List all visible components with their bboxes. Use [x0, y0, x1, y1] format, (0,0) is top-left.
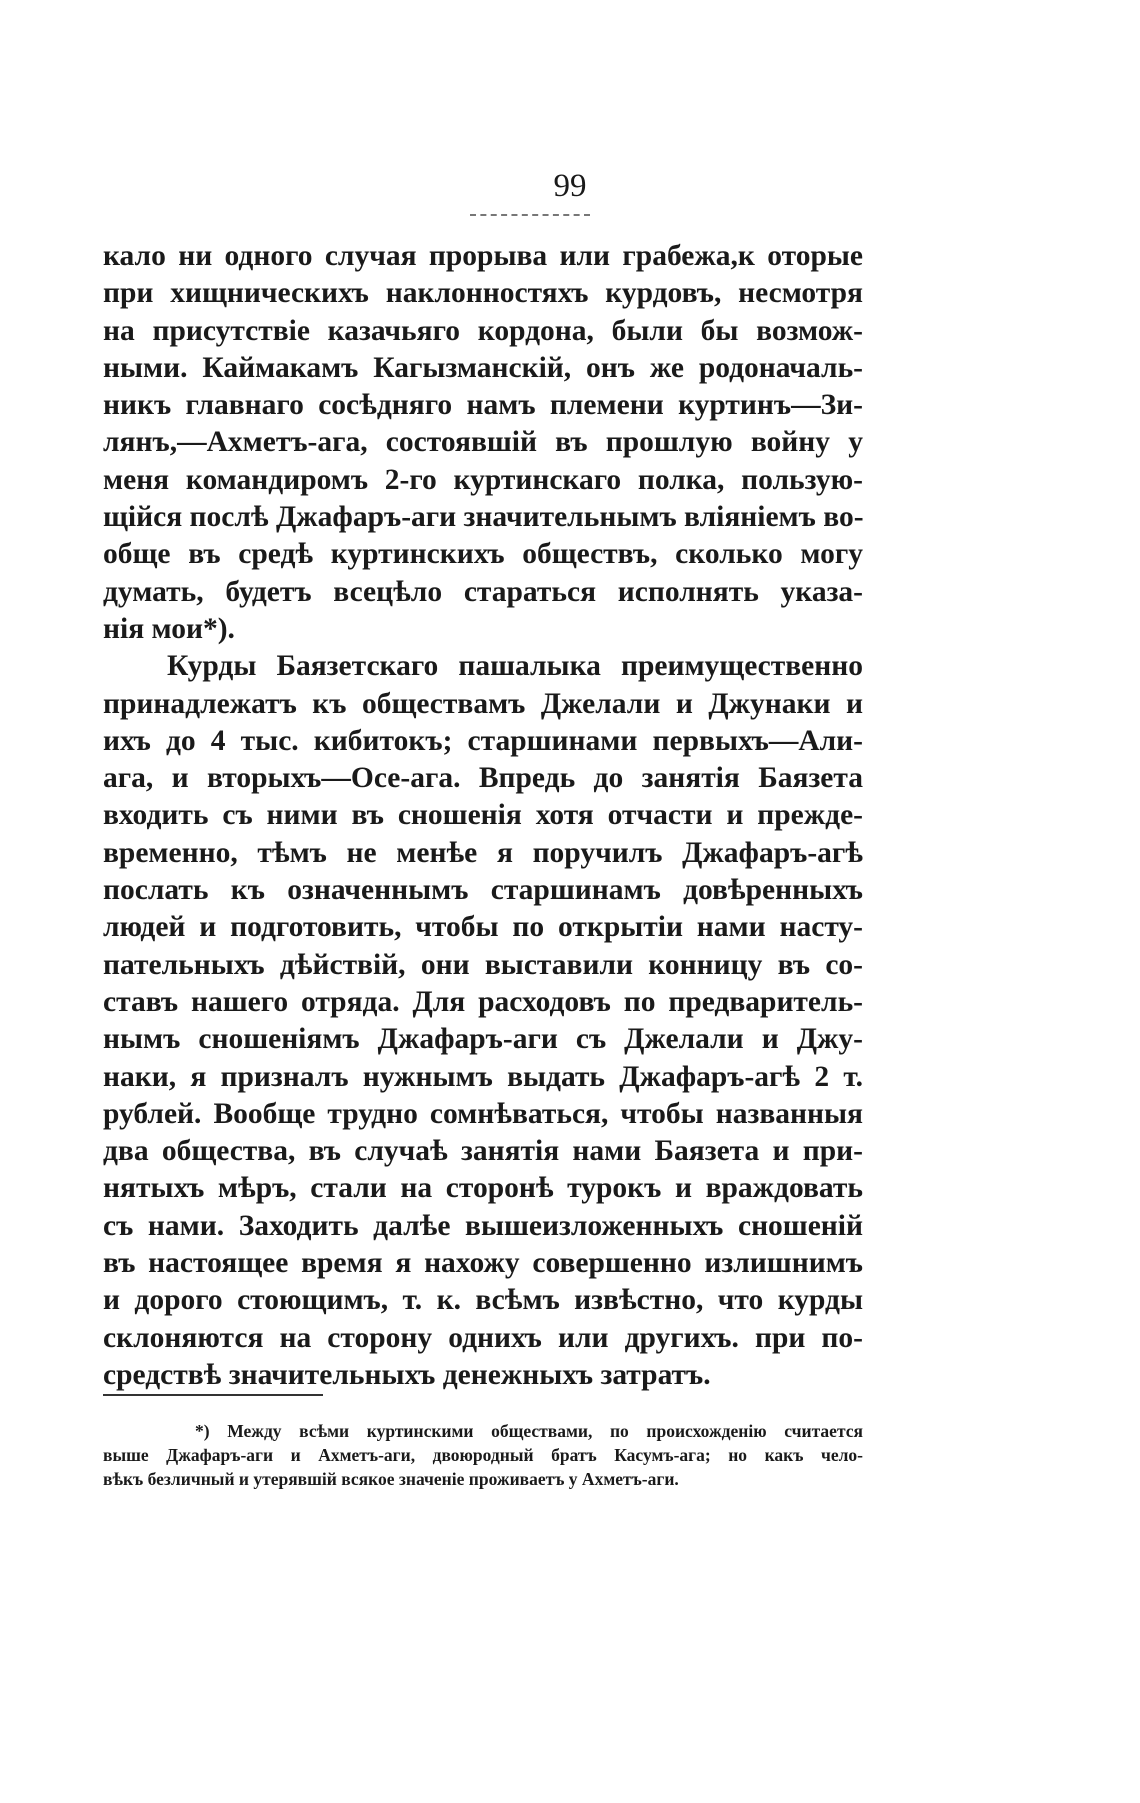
- body-text: [103, 238, 863, 1394]
- text-line: послать къ означеннымъ старшинамъ довѣренныхъ: [103, 874, 863, 907]
- text-line: входить съ ними въ сношенія хотя отчасти и преждe-: [103, 799, 863, 832]
- text-line: думать, будетъ всецѣло стараться исполнять указа-: [103, 575, 863, 608]
- footnote-line: выше Джафаръ-аги и Ахметъ-аги, двоюродный братъ Касумъ-ага; но какъ чело-: [103, 1445, 863, 1465]
- text-line: пательныхъ дѣйствій, они выставили конницу въ со-: [103, 948, 863, 981]
- page-number: 99: [553, 168, 587, 204]
- text-line: рублей. Вообще трудно сомнѣваться, чтобы названныя: [103, 1097, 863, 1130]
- text-line: ага, и вторыхъ—Осе-ага. Впредь до занятія Баязета: [103, 762, 863, 795]
- text-line: ихъ до 4 тыс. кибитокъ; старшинами первыхъ—Али-: [103, 724, 863, 757]
- text-line: людей и подготовить, чтобы по открытіи нами насту-: [103, 911, 863, 944]
- text-line: съ нами. Заходить далѣе вышеизложенныхъ сношеній: [103, 1209, 863, 1242]
- text-line: временно, тѣмъ не менѣе я поручилъ Джафаръ-агѣ: [103, 836, 863, 869]
- text-line: склоняются на сторону однихъ или другихъ. при по-: [103, 1321, 863, 1354]
- text-line: обще въ средѣ куртинскихъ обществъ, сколько могу: [103, 538, 863, 571]
- text-line: при хищническихъ наклонностяхъ курдовъ, несмотря: [103, 277, 863, 310]
- footnote-line: вѣкъ безличный и утерявшій всякое значеніе проживаетъ у Ахметъ-аги.: [103, 1469, 679, 1489]
- text-line: лянъ,—Ахметъ-ага, состоявшій въ прошлую войну у: [103, 426, 863, 459]
- text-line: нятыхъ мѣръ, стали на сторонѣ турокъ и враждовать: [103, 1172, 863, 1205]
- footnote: [103, 1419, 863, 1491]
- footnote-line: *) Между всѣми куртинскими обществами, по происхожденію считается: [195, 1421, 863, 1441]
- text-line: меня командиромъ 2-го куртинскаго полка, пользую-: [103, 463, 863, 496]
- text-line: Курды Баязетскаго пашалыка преимущественно: [167, 650, 863, 683]
- text-line: средствѣ значительныхъ денежныхъ затратъ.: [103, 1358, 711, 1391]
- text-line: два общества, въ случаѣ занятія нами Баязета и при-: [103, 1135, 863, 1168]
- text-line: нымъ сношеніямъ Джафаръ-аги съ Джелали и Джу-: [103, 1023, 863, 1056]
- text-line: на присутствіе казачьяго кордона, были бы возмож-: [103, 314, 863, 347]
- footnote-rule: [103, 1394, 323, 1396]
- text-line: щійся послѣ Джафаръ-аги значительнымъ вліяніемъ во-: [103, 501, 864, 534]
- text-line: наки, я призналъ нужнымъ выдать Джафаръ-агѣ 2 т.: [103, 1060, 863, 1093]
- header-rule: [470, 214, 590, 216]
- text-line: никъ главнаго сосѣдняго намъ племени куртинъ—Зи-: [103, 389, 863, 422]
- text-line: ставъ нашего отряда. Для расходовъ по предваритель-: [103, 985, 863, 1018]
- text-line: кало ни одного случая прорыва или грабежа,к оторые: [103, 240, 863, 272]
- text-line: нія мои*).: [103, 612, 235, 645]
- text-line: принадлежатъ къ обществамъ Джелали и Джунаки и: [103, 687, 863, 720]
- text-line: въ настоящее время я нахожу совершенно излишнимъ: [103, 1247, 863, 1280]
- text-line: и дорого стоющимъ, т. к. всѣмъ извѣстно, что курды: [103, 1284, 863, 1317]
- text-line: ными. Каймакамъ Кагызманскій, онъ же родоначаль-: [103, 351, 863, 384]
